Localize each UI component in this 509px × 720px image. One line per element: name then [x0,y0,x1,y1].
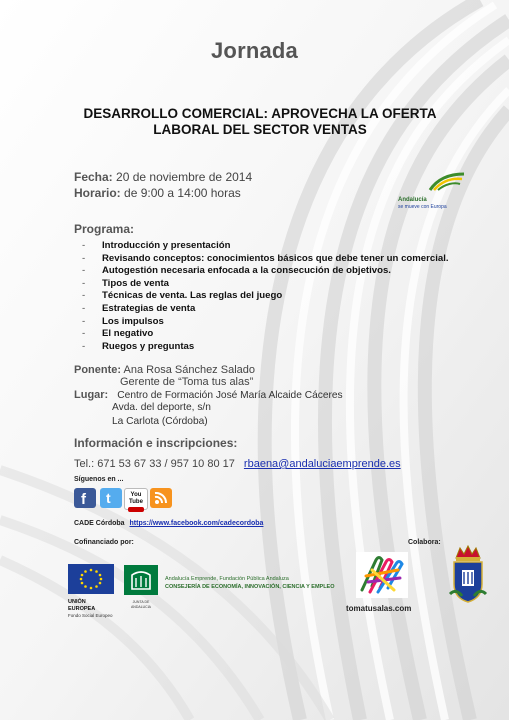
cade-facebook-link[interactable]: https://www.facebook.com/cadecordoba [129,520,264,527]
program-item: - Tipos de venta [82,277,169,289]
rss-icon[interactable] [150,488,172,508]
andalucia-swoosh-icon [398,172,468,192]
date-value: 20 de noviembre de 2014 [116,170,253,184]
page-title: Jornada [211,38,298,63]
speaker-line [74,364,255,376]
youtube-icon[interactable] [124,488,148,510]
program-heading: Programa: [74,222,135,236]
schedule-label: Horario: [74,186,121,200]
speaker-label: Ponente: [74,364,122,376]
email-link[interactable]: rbaena@andaluciaemprende.es [243,458,401,470]
eu-flag-icon [68,564,114,594]
junta-logo-text: JUNTA DE ANDALUCIA [130,600,152,609]
speaker-role: Gerente de “Toma tus alas” [120,376,254,388]
facebook-icon[interactable] [74,488,96,508]
subtitle-line: LABORAL DEL SECTOR VENTAS [153,122,367,137]
junta-andalucia-logo [124,565,158,609]
venue-label: Lugar: [74,389,109,401]
cade-line [74,520,263,527]
eu-logo-subtext: Fondo Social Europeo [68,613,113,618]
venue-line [74,389,343,401]
date-line [74,170,252,184]
youtube-icon-text: You Tube [129,492,143,505]
andalucia-logo-tagline: se mueve con Europa [398,204,447,210]
svg-text:f: f [81,491,86,508]
venue-name: Centro de Formación José María Alcaide Cáceres [117,390,343,401]
andalucia-europa-logo [398,172,468,210]
venue-address: Avda. del deporte, s/n [112,402,211,413]
la-carlota-crest-icon [448,544,488,610]
andalucia-logo-text: Andalucía [398,197,427,203]
collaborates-label: Colabora: [408,539,441,546]
program-item: - El negativo [82,328,154,340]
schedule-value: de 9:00 a 14:00 horas [124,186,241,200]
program-item: - Los impulsos [82,315,164,327]
program-item: - Autogestión necesaria enfocada a la consecución de objetivos. [82,265,391,277]
contact-line [74,458,401,470]
speaker-name: Ana Rosa Sánchez Salado [123,364,255,376]
date-label: Fecha: [74,170,113,184]
eu-logo-text: UNIÓN EUROPEA [68,599,96,612]
program-item: - Revisando conceptos: conocimientos básicos que debe tener un comercial. [82,252,449,264]
subtitle-line: DESARROLLO COMERCIAL: APROVECHA LA OFERTA [83,106,437,121]
venue-city: La Carlota (Córdoba) [112,416,208,427]
info-heading: Información e inscripciones: [74,436,238,450]
event-subtitle [60,106,460,138]
eu-logo [68,564,114,618]
ae-foundation-name: Andalucía Emprende, Fundación Pública Andaluza [165,576,289,582]
cofinanced-label: Cofinanciado por: [74,539,134,546]
phone-numbers: Tel.: 671 53 67 33 / 957 10 80 17 [74,458,235,470]
svg-text:t: t [106,490,111,506]
follow-us-label: Síguenos en ... [74,476,124,483]
program-item: - Técnicas de venta. Las reglas del juego [82,290,283,302]
youtube-icon-bar [128,507,144,512]
twitter-icon[interactable] [100,488,122,508]
ae-ministry-name: CONSEJERÍA DE ECONOMÍA, INNOVACIÓN, CIENCIA Y EMPLEO [165,584,335,590]
junta-emblem-icon [124,565,158,595]
program-item: - Estrategias de venta [82,302,196,314]
program-list [82,240,449,353]
andalucia-emprende-text [165,575,335,591]
paperclips-icon [352,550,412,602]
coat-of-arms [448,544,488,610]
cade-label: CADE Córdoba [74,520,125,527]
program-item: - Ruegos y preguntas [82,340,195,352]
tomatusalas-logo [352,550,412,602]
schedule-line [74,186,241,200]
tomatusalas-text: tomatusalas.com [346,604,412,613]
program-item: - Introducción y presentación [82,240,231,251]
